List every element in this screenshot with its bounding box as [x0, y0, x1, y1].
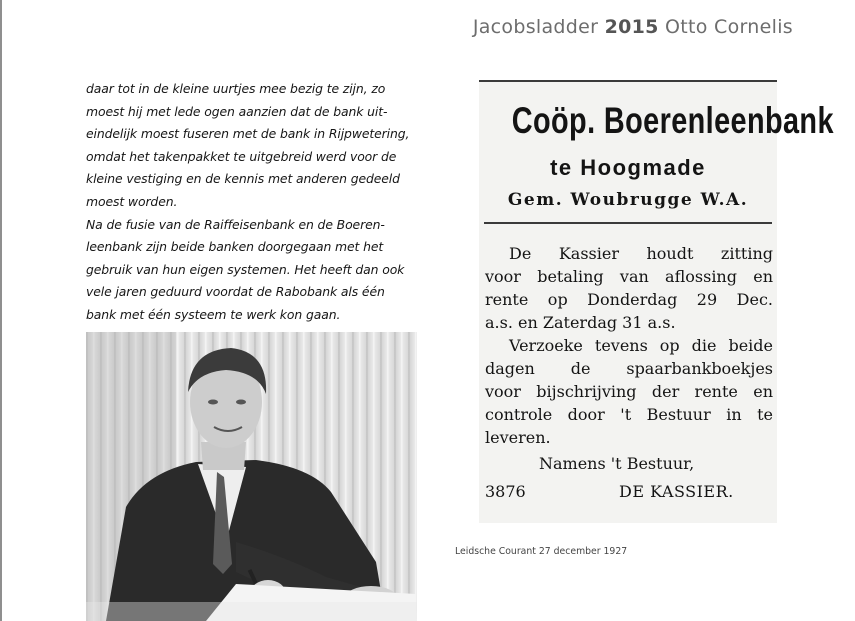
body-line: bank met één systeem te werk kon gaan. [86, 306, 341, 322]
header-title-pre: Jacobsladder [472, 16, 605, 38]
clipping-caption: Leidsche Courant 27 december 1927 [455, 546, 628, 557]
clipping-line: dagen de spaarbankboekjes [485, 359, 773, 378]
body-line: Na de fusie van de Raiffeisenbank en de Boeren- [86, 216, 385, 232]
header-title-post: Otto Cornelis [658, 16, 793, 38]
portrait-photo [86, 332, 417, 621]
clipping-kassier: DE KASSIER. [619, 482, 734, 501]
clipping-signature: Namens 't Bestuur, [539, 454, 695, 473]
body-line: kleine vestiging en de kennis met anderen gedeeld [86, 171, 400, 187]
clipping-line: rente op Donderdag 29 Dec. [485, 290, 773, 309]
body-line: eindelijk moest fuseren met de bank in Rijpwetering, [86, 126, 410, 142]
header-year: 2015 [604, 16, 659, 38]
clipping-line: Verzoeke tevens op die beide [509, 336, 773, 355]
body-line: vele jaren geduurd voordat de Rabobank als één [86, 284, 385, 300]
body-line: moest worden. [86, 193, 178, 209]
body-line: daar tot in de kleine uurtjes mee bezig te zijn, zo [86, 81, 386, 96]
clipping-divider [484, 222, 772, 224]
body-line: gebruik van hun eigen systemen. Het heeft dan ook [86, 261, 405, 277]
clipping-body [485, 242, 773, 449]
page-left-border [0, 0, 2, 621]
clipping-line: De Kassier houdt zitting [509, 244, 773, 263]
body-line: moest hij met lede ogen aanzien dat de bank uit- [86, 103, 388, 119]
body-line: omdat het takenpakket te uitgebreid werd voor de [86, 148, 397, 164]
clipping-line: leveren. [485, 428, 551, 447]
clipping-number: 3876 [485, 482, 526, 501]
page-header [473, 16, 793, 38]
clipping-line: voor betaling van aflossing en [485, 267, 773, 286]
newspaper-clipping [479, 80, 834, 523]
body-line: leenbank zijn beide banken doorgegaan met het [86, 239, 384, 255]
body-text [86, 78, 431, 327]
clipping-gemeente: Gem. Woubrugge W.A. [507, 190, 749, 210]
clipping-line: controle door 't Bestuur in te [485, 405, 773, 424]
clipping-subtitle: te Hoogmade [550, 155, 706, 180]
clipping-title: Coöp. Boerenleenbank [511, 100, 834, 141]
clipping-line: a.s. en Zaterdag 31 a.s. [485, 313, 676, 332]
clipping-line: voor bijschrijving der rente en [485, 382, 773, 401]
